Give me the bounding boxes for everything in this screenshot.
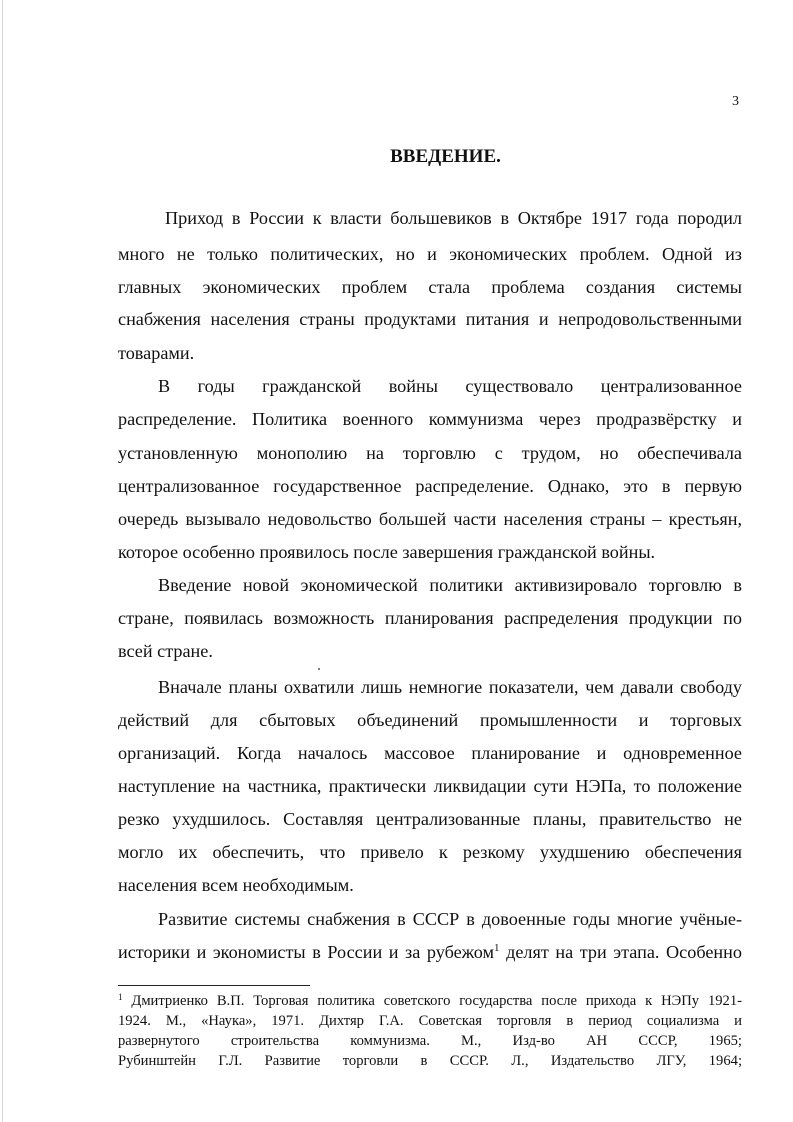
body-line: В годы гражданской войны существовало централизованное [158, 376, 742, 396]
body-line: главных экономических проблем стала проблема создания системы [118, 277, 742, 297]
body-line: Вначале планы охватили лишь немногие показатели, чем давали свободу [158, 677, 742, 697]
body-line: населения всем необходимым. [118, 875, 354, 895]
footnote-line: 1924. М., «Наука», 1971. Дихтяр Г.А. Советская торговля в период социализма и [118, 1013, 742, 1029]
body-line: товарами. [118, 343, 195, 363]
body-line: резко ухудшилось. Составляя централизованные планы, правительство не [118, 809, 742, 829]
body-line: снабжения населения страны продуктами питания и непродовольственными [118, 309, 742, 329]
line-text: делят на три этапа. Особенно [499, 942, 742, 962]
page-title: ВВЕДЕНИЕ. [390, 146, 501, 167]
footnote-line: развернутого строительства коммунизма. М., Изд-во АН СССР, 1965; [118, 1033, 742, 1049]
body-line-with-footnote-ref [118, 941, 742, 963]
body-line: много не только политических, но и экономических проблем. Одной из [118, 244, 742, 264]
body-line: централизованное государственное распределение. Однако, это в первую [118, 476, 742, 496]
body-line: всей стране. [118, 641, 213, 661]
scan-edge [2, 0, 3, 1122]
footnote-line [118, 993, 742, 1010]
footnote-text: Дмитриенко В.П. Торговая политика советского государства после прихода к НЭПу 1921- [122, 993, 742, 1009]
body-line: могло их обеспечить, что привело к резкому ухудшению обеспечения [118, 842, 742, 862]
page-number: 3 [732, 94, 739, 109]
footnote-reference: 1 [494, 942, 500, 954]
footnote-divider [118, 985, 310, 986]
body-line: установленную монополию на торговлю с трудом, но обеспечивала [118, 443, 742, 463]
body-line: распределение. Политика военного коммунизма через продразвёрстку и [118, 409, 742, 429]
body-line: организаций. Когда началось массовое планирование и одновременное [118, 743, 742, 763]
footnote-marker: 1 [118, 992, 123, 1002]
footnote-line: Рубинштейн Г.Л. Развитие торговли в СССР. Л., Издательство ЛГУ, 1964; [118, 1053, 742, 1069]
body-line: действий для сбытовых объединений промышленности и торговых [118, 710, 742, 730]
body-line: Развитие системы снабжения в СССР в довоенные годы многие учёные- [158, 909, 742, 929]
body-line: наступление на частника, практически ликвидации сути НЭПа, то положение [118, 776, 742, 796]
body-line: очередь вызывало недовольство большей части населения страны – крестьян, [118, 509, 742, 529]
body-line: стране, появилась возможность планирования распределения продукции по [118, 608, 742, 628]
scan-speck [318, 668, 320, 670]
line-text: историки и экономисты в России и за рубежом [118, 942, 495, 962]
body-line: Приход в России к власти большевиков в Октябре 1917 года породил [165, 208, 742, 228]
body-line: которое особенно проявилось после завершения гражданской войны. [118, 542, 656, 562]
body-line: Введение новой экономической политики активизировало торговлю в [158, 575, 742, 595]
